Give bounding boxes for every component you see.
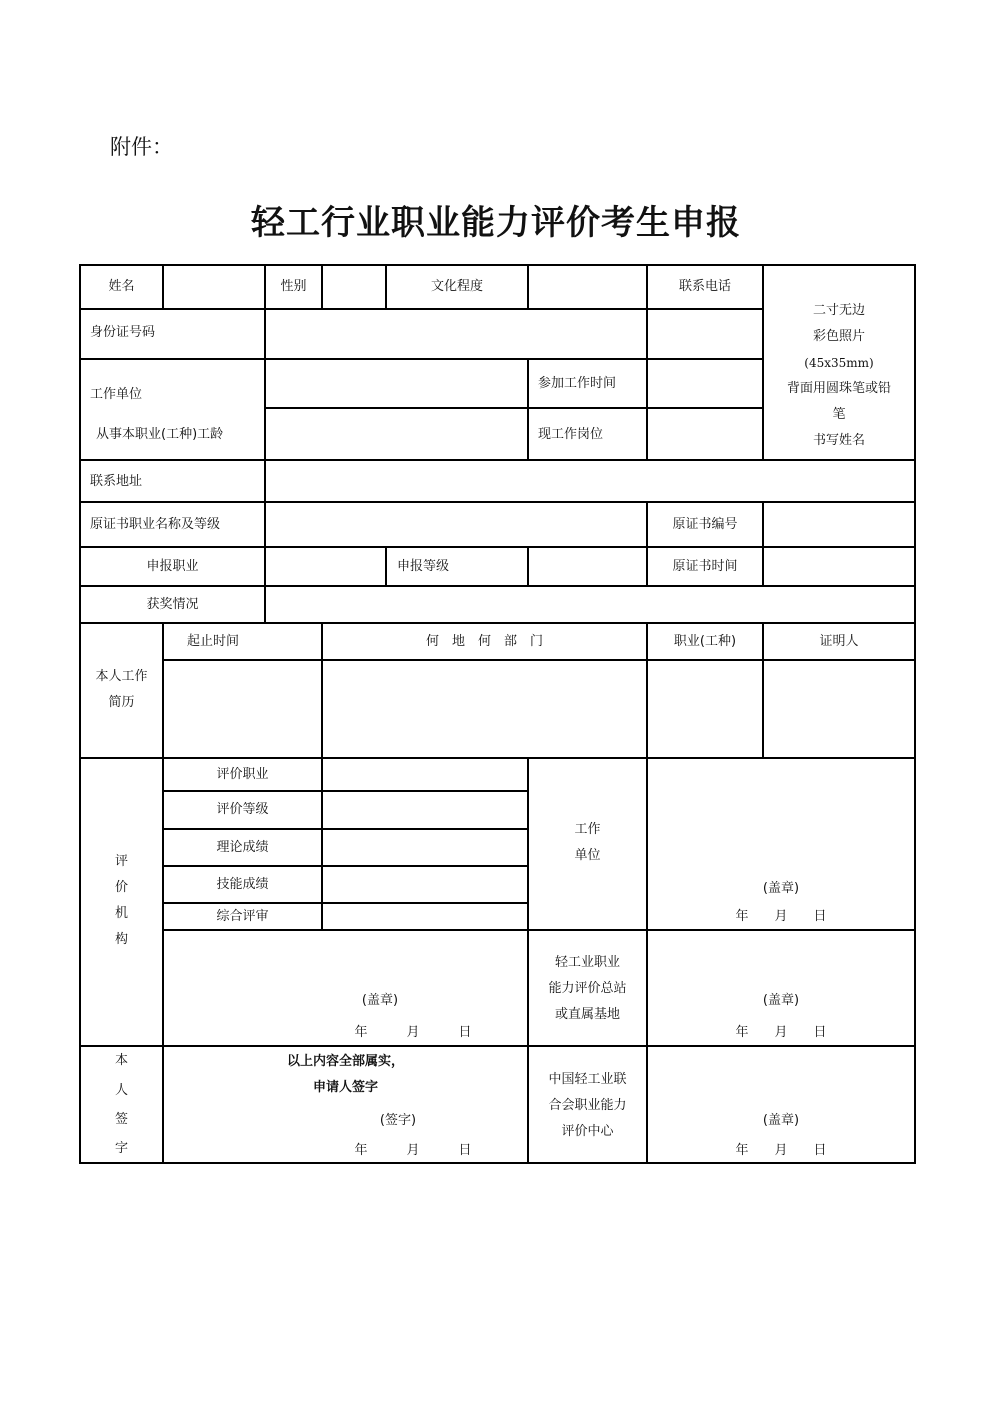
resume-witness-header: 证明人	[819, 634, 859, 649]
sign-center-line: 评价中心	[561, 1124, 614, 1139]
grid-line	[527, 358, 529, 460]
eval-work-unit-line: 单位	[574, 848, 601, 863]
eval-theory-field[interactable]	[323, 830, 527, 865]
eval-work-unit-label	[528, 817, 647, 869]
sign-center-label	[528, 1067, 647, 1145]
eval-agency-char: 构	[114, 932, 128, 947]
eval-hq-line: 能力评价总站	[548, 981, 627, 996]
photo-line: 书写姓名	[812, 433, 865, 448]
awards-label: 获奖情况	[146, 597, 199, 612]
eval-work-unit-seal: (盖章)	[762, 881, 800, 896]
apply-level-field[interactable]	[529, 548, 646, 585]
orig-cert-name-field[interactable]	[266, 503, 646, 546]
sign-label-char: 字	[114, 1141, 128, 1156]
grid-line	[80, 622, 915, 624]
awards-field[interactable]	[266, 587, 914, 622]
name-label: 姓名	[108, 279, 135, 294]
photo-line: 背面用圆珠笔或铅	[786, 381, 891, 396]
sign-center-date: 年 月 日	[735, 1143, 827, 1158]
photo-box[interactable]	[764, 298, 914, 454]
sign-label-char: 本	[114, 1053, 128, 1068]
grid-line	[80, 1045, 915, 1047]
orig-cert-number-label: 原证书编号	[672, 517, 738, 532]
resume-witness-field[interactable]	[764, 661, 914, 757]
start-work-time-field[interactable]	[648, 360, 762, 407]
eval-level-label: 评价等级	[216, 802, 269, 817]
eval-hq-date: 年 月 日	[735, 1025, 827, 1040]
address-field[interactable]	[266, 461, 914, 501]
photo-line: 笔	[832, 407, 846, 422]
sign-label	[80, 1047, 163, 1164]
eval-work-unit-line: 工作	[574, 822, 601, 837]
address-label: 联系地址	[90, 474, 143, 489]
current-post-field[interactable]	[648, 409, 762, 459]
resume-label-line: 简历	[108, 695, 135, 710]
grid-line	[163, 929, 915, 931]
education-label: 文化程度	[430, 279, 483, 294]
eval-hq-seal: (盖章)	[762, 993, 800, 1008]
sign-center-seal: (盖章)	[762, 1113, 800, 1128]
grid-line	[80, 1162, 915, 1164]
apply-level-label: 申报等级	[397, 559, 450, 574]
eval-level-field[interactable]	[323, 792, 527, 828]
eval-skill-field[interactable]	[323, 867, 527, 902]
resume-where-dept-field[interactable]	[323, 661, 646, 757]
eval-hq-label	[528, 950, 647, 1028]
resume-label	[80, 664, 163, 716]
eval-overall-field[interactable]	[323, 904, 527, 929]
eval-occupation-label: 评价职业	[216, 767, 269, 782]
resume-occupation-header: 职业(工种)	[673, 634, 737, 649]
sign-date: 年 月 日	[354, 1143, 472, 1158]
eval-hq-line: 或直属基地	[554, 1007, 620, 1022]
eval-occupation-field[interactable]	[323, 759, 527, 790]
gender-label: 性别	[280, 279, 307, 294]
sign-center-line: 合会职业能力	[548, 1098, 627, 1113]
education-field[interactable]	[529, 266, 646, 308]
apply-occupation-field[interactable]	[266, 548, 385, 585]
eval-skill-label: 技能成绩	[216, 877, 269, 892]
resume-from-to-header: 起止时间	[187, 634, 240, 649]
form-title: 轻工行业职业能力评价考生申报	[251, 203, 741, 243]
grid-line	[385, 546, 387, 586]
photo-line: 二寸无边	[812, 303, 865, 318]
gender-field[interactable]	[323, 266, 385, 308]
eval-overall-label: 综合评审	[216, 909, 269, 924]
sign-statement: 以上内容全部属实，	[286, 1054, 404, 1069]
id-number-field[interactable]	[266, 310, 646, 358]
name-field[interactable]	[164, 266, 264, 308]
sign-mark: (签字)	[379, 1113, 417, 1128]
work-unit-label: 工作单位	[90, 387, 143, 402]
work-unit-field[interactable]	[266, 360, 527, 458]
orig-cert-name-label: 原证书职业名称及等级	[90, 517, 221, 532]
phone-label: 联系电话	[678, 279, 731, 294]
eval-agency-date: 年 月 日	[354, 1025, 472, 1040]
eval-agency-label	[80, 849, 163, 953]
resume-occupation-field[interactable]	[648, 661, 762, 757]
sign-applicant[interactable]: 申请人签字	[312, 1080, 378, 1095]
sign-label-char: 签	[114, 1112, 128, 1127]
resume-label-line: 本人工作	[95, 669, 148, 684]
eval-theory-label: 理论成绩	[216, 840, 269, 855]
years-in-occupation-label: 从事本职业(工种)工龄	[96, 427, 224, 442]
orig-cert-time-field[interactable]	[764, 548, 914, 585]
orig-cert-time-label: 原证书时间	[672, 559, 738, 574]
eval-agency-char: 评	[114, 854, 128, 869]
sign-label-char: 人	[114, 1083, 128, 1098]
resume-where-dept-header: 何 地 何 部 门	[425, 634, 543, 649]
eval-work-unit-date: 年 月 日	[735, 909, 827, 924]
eval-agency-char: 价	[114, 880, 128, 895]
current-post-label: 现工作岗位	[538, 427, 604, 442]
eval-agency-char: 机	[114, 906, 128, 921]
apply-occupation-label: 申报职业	[146, 559, 199, 574]
eval-agency-seal: (盖章)	[361, 993, 399, 1008]
photo-line: 彩色照片	[812, 329, 865, 344]
attachment-label: 附件：	[110, 135, 173, 159]
eval-hq-line: 轻工业职业	[554, 955, 620, 970]
sign-center-line: 中国轻工业联	[548, 1072, 627, 1087]
id-number-label: 身份证号码	[90, 325, 156, 340]
photo-line: (45x35mm)	[804, 356, 874, 370]
orig-cert-number-field[interactable]	[764, 503, 914, 546]
resume-from-to-field[interactable]	[164, 661, 321, 757]
start-work-time-label: 参加工作时间	[538, 376, 617, 391]
